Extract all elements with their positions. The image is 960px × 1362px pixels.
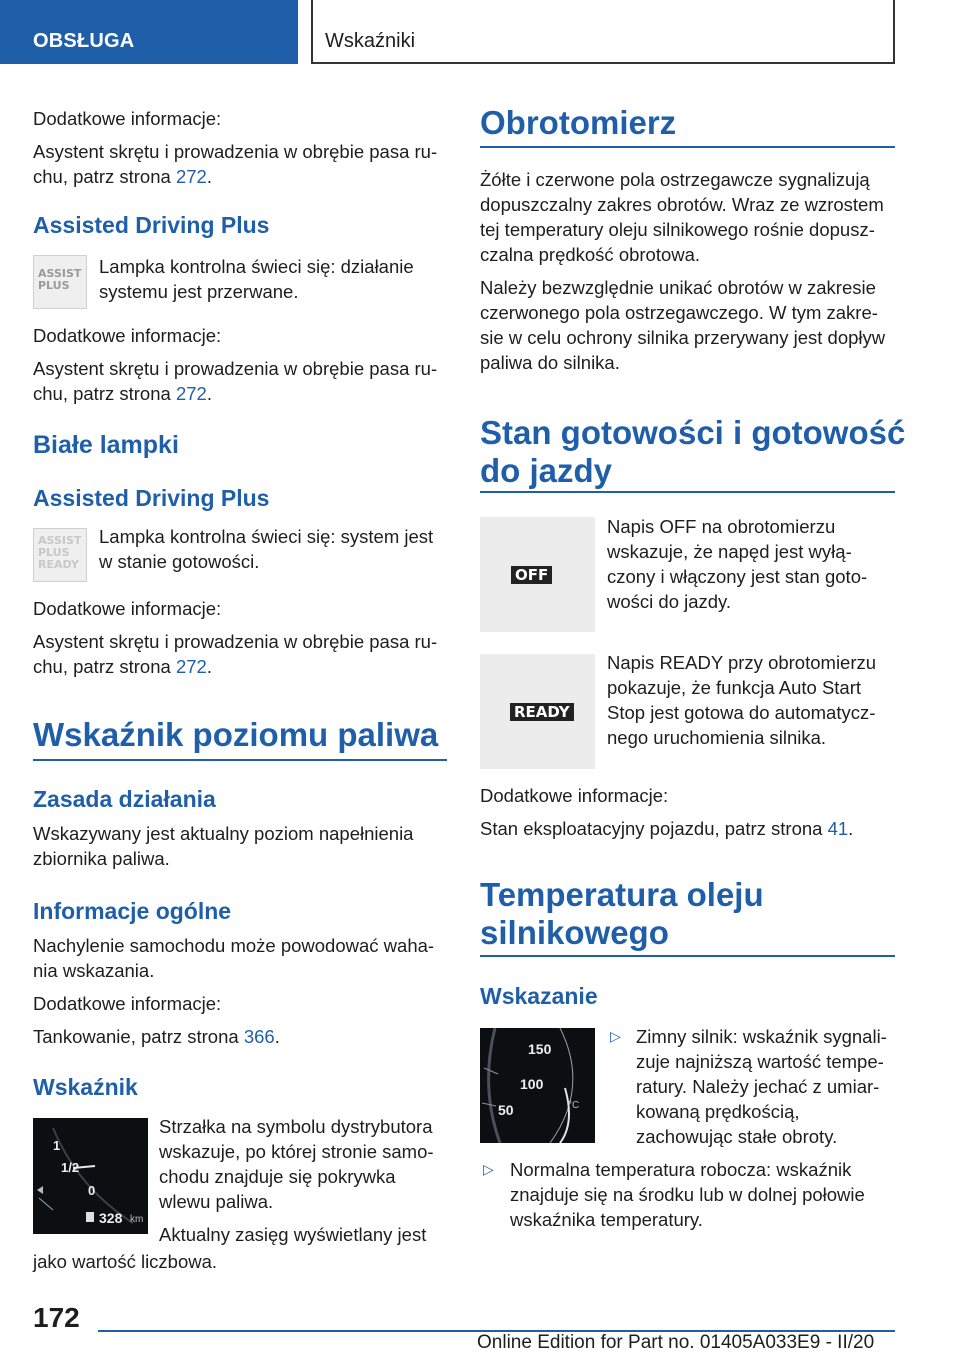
paragraph: Dodatkowe informacje: [480, 785, 669, 806]
text-line: sie w celu ochrony silnika przerywany jest dopływ [480, 327, 886, 348]
assist-plus-ready-icon [33, 528, 87, 582]
text-line: w stanie gotowości. [99, 551, 260, 572]
bullet-triangle-icon: ▷ [610, 1028, 621, 1044]
text: chu, patrz strona [33, 166, 176, 187]
off-indicator-image [480, 517, 595, 632]
page-title: Wskaźniki [325, 30, 416, 52]
heading-wskazanie: Wskazanie [480, 983, 598, 1009]
icon-text: READY [38, 558, 79, 571]
heading-white-lamps: Białe lampki [33, 431, 179, 459]
fuel-gauge-image [33, 1118, 148, 1234]
text-line: Normalna temperatura robocza: wskaźnik [510, 1159, 852, 1180]
text-line: jako wartość liczbowa. [33, 1251, 218, 1272]
text-line: Żółte i czerwone pola ostrzegawcze sygnalizują [480, 169, 870, 190]
text-line: chodu znajduje się pokrywka [159, 1166, 396, 1187]
text-line: tej temperatury oleju silnikowego rośnie dopusz- [480, 219, 875, 240]
gauge-tick: 50 [498, 1102, 514, 1118]
text-line: zuje najniższą wartość tempe- [636, 1051, 884, 1072]
bullet-normal-temp [510, 1157, 910, 1232]
heading-rule [33, 759, 447, 761]
text-line: Zimny silnik: wskaźnik sygnali- [636, 1026, 887, 1047]
paragraph: chu, patrz strona 272. [33, 656, 212, 677]
heading-rule [480, 955, 895, 957]
text-line: zachowując stałe obroty. [636, 1126, 838, 1147]
text-line: Napis OFF na obrotomierzu [607, 516, 836, 537]
text-line: wskazuje, że napęd jest wyłą- [607, 541, 852, 562]
adp2-text [99, 524, 459, 574]
paragraph: chu, patrz strona 272. [33, 166, 212, 187]
paragraph: Asystent skrętu i prowadzenia w obrębie pasa ru- [33, 358, 438, 379]
paragraph: Dodatkowe informacje: [33, 993, 222, 1014]
ready-text [607, 650, 907, 750]
heading-zasada: Zasada działania [33, 786, 216, 812]
text-line: systemu jest przerwane. [99, 281, 299, 302]
paragraph: Dodatkowe informacje: [33, 598, 222, 619]
text-line: wości do jazdy. [607, 591, 732, 612]
ready-tag: READY [510, 703, 574, 721]
oil-temp-gauge-image [480, 1028, 595, 1143]
paragraph: Dodatkowe informacje: [33, 108, 222, 129]
text-line: wskazuje, po której stronie samo- [159, 1141, 434, 1162]
text-line: wskaźnika temperatury. [510, 1209, 703, 1230]
range-value: 328 [99, 1210, 123, 1226]
adp1-text [99, 254, 449, 304]
text: chu, patrz strona [33, 383, 176, 404]
heading-obrotomierz: Obrotomierz [480, 104, 677, 141]
text: Tankowanie, patrz strona [33, 1026, 244, 1047]
text-line: czalna prędkość obrotowa. [480, 244, 701, 265]
ready-indicator-image [480, 654, 595, 769]
left-block-3 [33, 596, 453, 679]
text-line: Stop jest gotowa do automatycz- [607, 702, 876, 723]
icon-text: PLUS [38, 279, 70, 292]
paragraph: Asystent skrętu i prowadzenia w obrębie pasa ru- [33, 141, 438, 162]
heading-assisted-driving-plus: Assisted Driving Plus [33, 212, 270, 238]
off-tag: OFF [511, 566, 552, 584]
text: chu, patrz strona [33, 656, 176, 677]
heading-line: do jazdy [480, 452, 613, 489]
gauge-tick: 1 [53, 1138, 61, 1153]
text: Stan eksploatacyjny pojazdu, patrz strona [480, 818, 828, 839]
heading-line: Temperatura oleju [480, 876, 764, 913]
text-line: nia wskazania. [33, 960, 155, 981]
icon-text: PLUS [38, 546, 70, 559]
left-block-2 [33, 323, 453, 406]
paragraph: Asystent skrętu i prowadzenia w obrębie pasa ru- [33, 631, 438, 652]
text-line: Napis READY przy obrotomierzu [607, 652, 877, 673]
bullet-triangle-icon: ▷ [483, 1161, 494, 1177]
ogolne-text [33, 933, 453, 1049]
gauge-tick: 0 [88, 1183, 96, 1198]
text-line: nego uruchomienia silnika. [607, 727, 827, 748]
right-info-block [480, 783, 900, 841]
gauge-tick: 1/2 [61, 1160, 80, 1175]
text-line: Aktualny zasięg wyświetlany jest [159, 1224, 427, 1245]
heading-assisted-driving-plus-2: Assisted Driving Plus [33, 485, 270, 511]
text-line: kowaną prędkością, [636, 1101, 800, 1122]
text-line: zbiornika paliwa. [33, 848, 170, 869]
paragraph: Tankowanie, patrz strona 366. [33, 1026, 280, 1047]
text-line: ratury. Należy jechać z umiar- [636, 1076, 880, 1097]
text-line: Lampka kontrolna świeci się: system jest [99, 526, 434, 547]
text-line: dopuszczalny zakres obrotów. Wraz ze wzrostem [480, 194, 884, 215]
text-line: czerwonego pola ostrzegawczego. W tym zakre- [480, 302, 878, 323]
wskaznik-last-line [33, 1249, 453, 1274]
text-line: pokazuje, że funkcja Auto Start [607, 677, 862, 698]
heading-temperatura-oleju [480, 876, 764, 952]
paragraph: Stan eksploatacyjny pojazdu, patrz strona 41. [480, 818, 854, 839]
page-link[interactable]: 272 [175, 383, 207, 404]
range-unit: km [130, 1214, 144, 1225]
obrotomierz-text [480, 167, 900, 375]
icon-text: ASSIST [38, 534, 82, 547]
text-line: Lampka kontrolna świeci się: działanie [99, 256, 414, 277]
wskaznik-text [159, 1114, 459, 1247]
text-line: znajduje się na środku lub w dolnej połowie [510, 1184, 865, 1205]
text-line: Nachylenie samochodu może powodować waha- [33, 935, 435, 956]
off-text [607, 514, 907, 614]
edition-text: Online Edition for Part no. 01405A033E9 - II/20 [477, 1332, 875, 1353]
page-link[interactable]: 272 [175, 656, 207, 677]
paragraph: Dodatkowe informacje: [33, 325, 222, 346]
page-link[interactable]: 366 [243, 1026, 275, 1047]
heading-line: Stan gotowości i gotowość [480, 414, 906, 451]
gauge-tick: 100 [520, 1076, 544, 1092]
icon-text: ASSIST [38, 267, 82, 280]
page-number: 172 [33, 1302, 80, 1333]
assist-plus-icon [33, 255, 87, 309]
heading-rule [480, 146, 895, 148]
left-column [33, 106, 453, 189]
heading-informacje-ogolne: Informacje ogólne [33, 898, 232, 924]
text-line: wlewu paliwa. [159, 1191, 274, 1212]
page-link[interactable]: 272 [175, 166, 207, 187]
heading-stan-gotowosci [480, 414, 905, 490]
zasada-text [33, 821, 453, 871]
text-line: Wskazywany jest aktualny poziom napełnienia [33, 823, 414, 844]
heading-rule [480, 491, 895, 493]
text-line: czony i włączony jest stan goto- [607, 566, 868, 587]
heading-line: silnikowego [480, 914, 669, 951]
section-tab: OBSŁUGA [0, 0, 298, 64]
text-line: Strzałka na symbolu dystrybutora [159, 1116, 433, 1137]
heading-wskaznik: Wskaźnik [33, 1074, 138, 1100]
temp-unit: °C [568, 1100, 580, 1111]
gauge-tick: 150 [528, 1041, 552, 1057]
page-link[interactable]: 41 [827, 818, 849, 839]
text-line: paliwa do silnika. [480, 352, 620, 373]
bullet-cold-engine [636, 1024, 906, 1149]
paragraph: chu, patrz strona 272. [33, 383, 212, 404]
heading-fuel-gauge: Wskaźnik poziomu paliwa [33, 716, 439, 753]
text-line: Należy bezwzględnie unikać obrotów w zakresie [480, 277, 876, 298]
